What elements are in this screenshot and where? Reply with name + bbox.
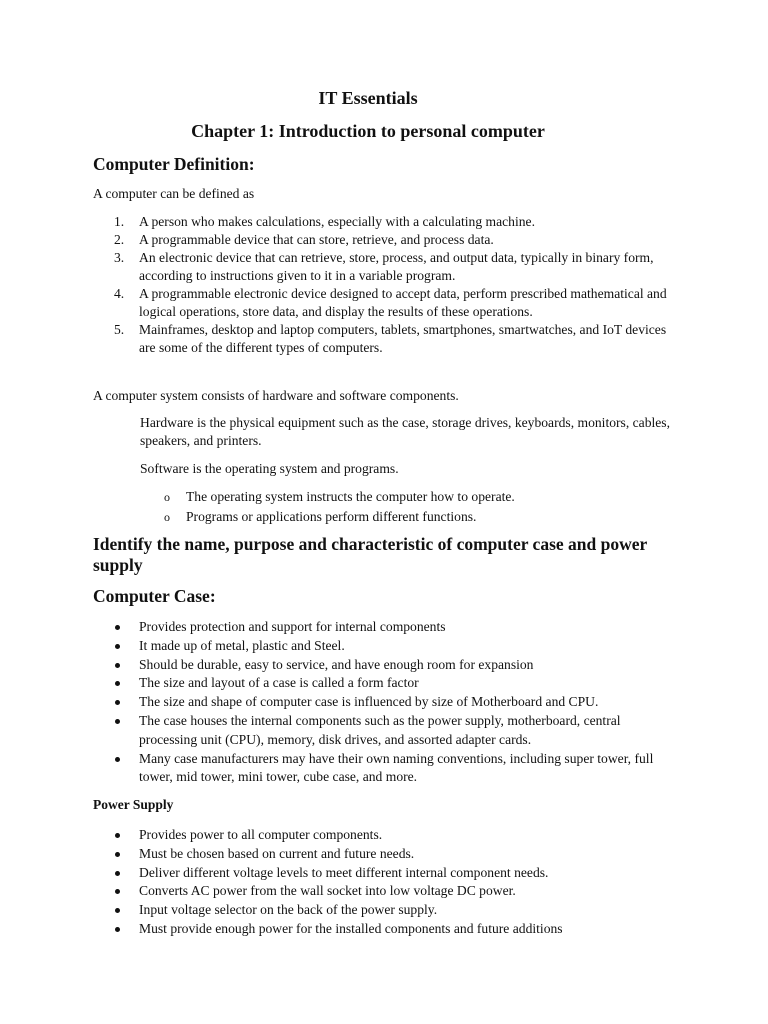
power-supply-heading: Power Supply [93, 797, 174, 812]
computer-case-list [93, 618, 668, 787]
list-item [93, 674, 668, 693]
list-item-text: Input voltage selector on the back of the power supply. [139, 902, 438, 918]
list-item [93, 712, 668, 750]
list-item [93, 901, 668, 920]
software-paragraph: Software is the operating system and programs. [140, 461, 399, 476]
definition-intro: A computer can be defined as [93, 186, 255, 201]
list-item [93, 845, 668, 864]
list-item [93, 864, 668, 883]
circle-bullet-icon: o [164, 510, 170, 524]
computer-case-heading: Computer Case: [93, 586, 216, 606]
list-item-text: It made up of metal, plastic and Steel. [139, 637, 345, 653]
list-number: 5. [114, 322, 125, 337]
list-item [93, 637, 668, 656]
list-item-text: Converts AC power from the wall socket into low voltage DC power. [139, 883, 516, 899]
list-item-text: Provides protection and support for internal components [139, 619, 446, 634]
list-number: 3. [114, 250, 125, 265]
list-item [93, 920, 668, 939]
circle-bullet-icon: o [164, 490, 170, 504]
list-item-text: Mainframes, desktop and laptop computers, tablets, smartphones, smartwatches, and IoT devices are some of the different types of computers. [139, 322, 667, 355]
software-list [140, 487, 515, 527]
list-item [93, 213, 673, 231]
list-item-text: A programmable electronic device designed to accept data, perform prescribed mathematical and logical operations, store data, and display the results of these operations. [139, 286, 667, 319]
bullet-icon [115, 681, 120, 686]
list-item [93, 321, 673, 357]
list-item-text: Should be durable, easy to service, and have enough room for expansion [139, 656, 534, 672]
list-number: 1. [114, 214, 125, 229]
list-item [93, 618, 668, 637]
list-number: 2. [114, 232, 125, 247]
list-item [93, 249, 673, 285]
list-item-text: Programs or applications perform different functions. [186, 509, 477, 524]
list-item-text: Many case manufacturers may have their own naming conventions, including super tower, full tower, mid tower, mini tower, cube case, and more. [139, 750, 654, 785]
bullet-icon [115, 908, 120, 913]
list-item-text: The operating system instructs the computer how to operate. [186, 489, 515, 504]
list-item-text: A person who makes calculations, especially with a calculating machine. [139, 214, 535, 229]
list-item [93, 693, 668, 712]
bullet-icon [115, 663, 120, 668]
list-item [93, 231, 673, 249]
bullet-icon [115, 757, 120, 762]
list-item-text: The size and layout of a case is called a form factor [139, 675, 419, 691]
document-title: IT Essentials [318, 88, 418, 108]
chapter-title: Chapter 1: Introduction to personal computer [191, 121, 545, 141]
list-item-text: Provides power to all computer components. [139, 827, 383, 842]
bullet-icon [115, 833, 120, 838]
list-item-text: Deliver different voltage levels to meet different internal component needs. [139, 864, 549, 880]
bullet-icon [115, 927, 120, 932]
list-item [93, 882, 668, 901]
hardware-paragraph: Hardware is the physical equipment such as the case, storage drives, keyboards, monitors, cables, speakers, and printers. [140, 415, 670, 448]
definition-list [93, 213, 673, 357]
list-item-text: An electronic device that can retrieve, store, process, and output data, typically in binary form, according to instructions given to it in a variable program. [139, 250, 654, 283]
bullet-icon [115, 852, 120, 857]
list-item [140, 507, 515, 527]
list-item [140, 487, 515, 507]
list-item-text: Must be chosen based on current and future needs. [139, 845, 415, 861]
list-item-text: A programmable device that can store, retrieve, and process data. [139, 232, 494, 247]
list-item [93, 750, 668, 788]
power-supply-list [93, 826, 668, 939]
list-number: 4. [114, 286, 125, 301]
list-item [93, 285, 673, 321]
bullet-icon [115, 871, 120, 876]
list-item-text: Must provide enough power for the installed components and future additions [139, 920, 563, 936]
bullet-icon [115, 889, 120, 894]
list-item-text: The size and shape of computer case is influenced by size of Motherboard and CPU. [139, 694, 599, 710]
bullet-icon [115, 719, 120, 724]
system-paragraph: A computer system consists of hardware and software components. [93, 388, 459, 403]
definition-heading: Computer Definition: [93, 154, 255, 174]
bullet-icon [115, 700, 120, 705]
bullet-icon [115, 625, 120, 630]
identify-heading: Identify the name, purpose and characteristic of computer case and power supply [93, 534, 647, 575]
bullet-icon [115, 644, 120, 649]
list-item [93, 826, 668, 845]
list-item [93, 656, 668, 675]
list-item-text: The case houses the internal components such as the power supply, motherboard, central processing unit (CPU), memory, disk drives, and assorted adapter cards. [139, 712, 621, 747]
